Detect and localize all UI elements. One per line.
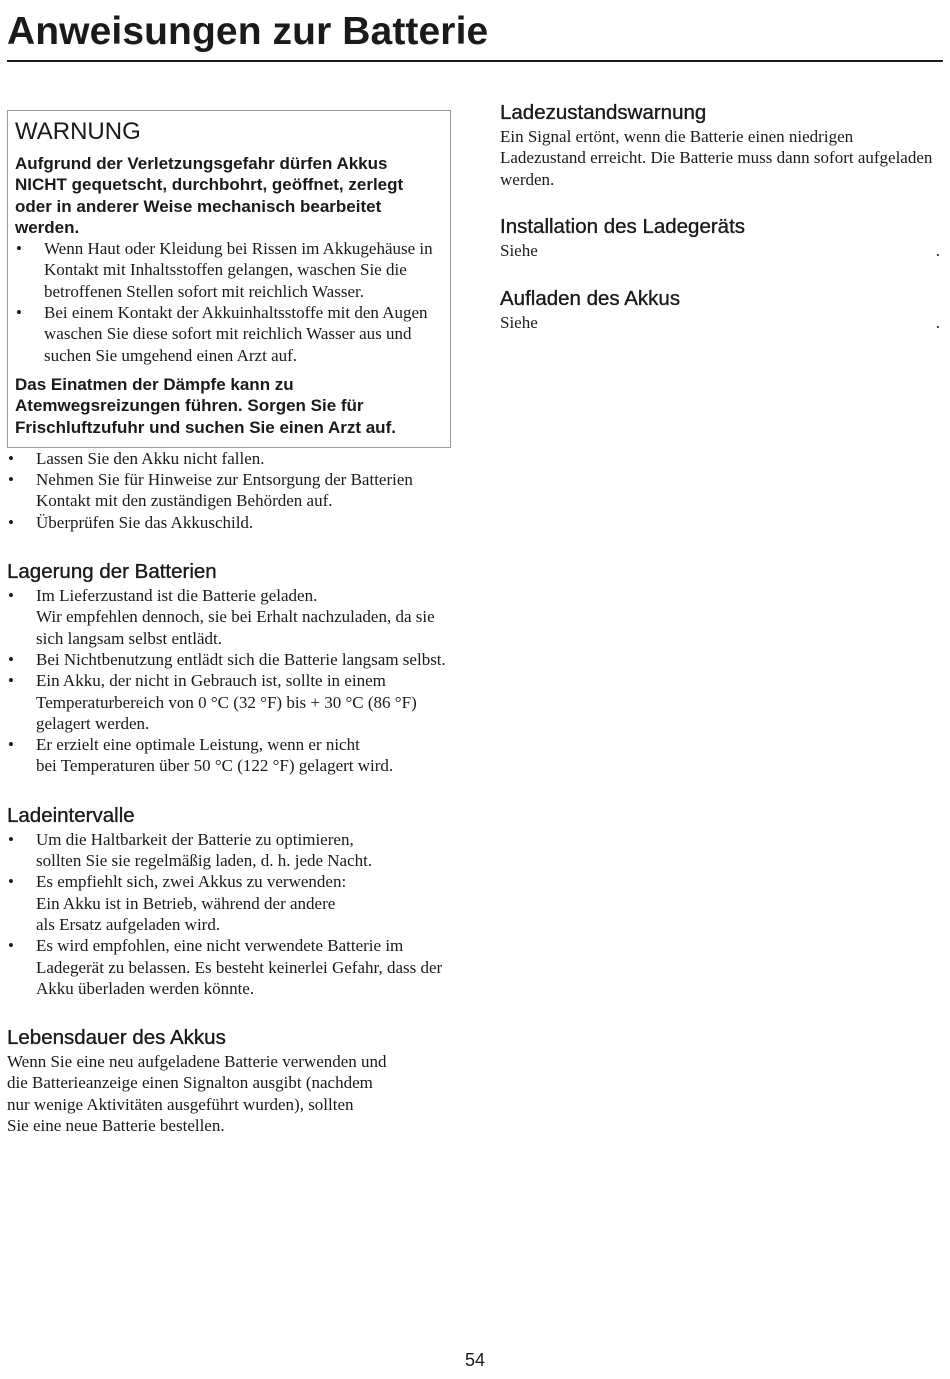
recharge-reference	[500, 312, 942, 334]
charging-intervals-bullet-list	[7, 829, 451, 999]
warning-outro: Das Einatmen der Dämpfe kann zu Atemwegsreizungen führen. Sorgen Sie für Frischluftzufuhr und suchen Sie einen Arzt auf.	[15, 374, 396, 437]
section-heading-battery-life: Lebensdauer des Akkus	[7, 1026, 226, 1050]
section-heading-recharge: Aufladen des Akkus	[500, 286, 681, 310]
warning-intro: Aufgrund der Verletzungsgefahr dürfen Akkus NICHT gequetscht, durchbohrt, geöffnet, zerlegt oder in anderer Weise mechanisch bearbeitet werden.	[15, 154, 404, 237]
list-item: • Überprüfen Sie das Akkuschild.	[7, 512, 451, 533]
page-title: Anweisungen zur Batterie	[7, 10, 489, 53]
list-item: • Wenn Haut oder Kleidung bei Rissen im Akkugehäuse in Kontakt mit Inhaltsstoffen gelangen, waschen Sie die betroffenen Stellen sofort mit reichlich Wasser.	[15, 238, 443, 302]
list-item: • Ein Akku, der nicht in Gebrauch ist, sollte in einem Temperaturbereich von 0 °C (32 °F) bis + 30 °C (86 °F) gelagert werden.	[7, 670, 451, 734]
list-item: • Im Lieferzustand ist die Batterie geladen. Wir empfehlen dennoch, sie bei Erhalt nachzuladen, da sie sich langsam selbst entlädt.	[7, 585, 451, 649]
section-heading-charger-install: Installation des Ladegeräts	[500, 214, 746, 238]
list-item: • Nehmen Sie für Hinweise zur Entsorgung der Batterien Kontakt mit den zuständigen Behörden auf.	[7, 469, 451, 512]
section-heading-storage: Lagerung der Batterien	[7, 560, 217, 584]
recharge-section	[500, 286, 942, 334]
list-item: • Bei Nichtbenutzung entlädt sich die Batterie langsam selbst.	[7, 649, 451, 670]
low-charge-text: Ein Signal ertönt, wenn die Batterie einen niedrigen Ladezustand erreicht. Die Batterie muss dann sofort aufgeladen werden.	[500, 127, 933, 189]
page-number: 54	[464, 1350, 486, 1370]
section-heading-charging-intervals: Ladeintervalle	[7, 803, 135, 827]
general-bullet-list	[7, 448, 451, 533]
list-item: • Um die Haltbarkeit der Batterie zu optimieren, sollten Sie sie regelmäßig laden, d. h. jede Nacht.	[7, 829, 451, 872]
list-item: • Bei einem Kontakt der Akkuinhaltsstoffe mit den Augen waschen Sie diese sofort mit reichlich Wasser aus und suchen Sie umgehend einen Arzt auf.	[15, 302, 443, 366]
list-item: • Es wird empfohlen, eine nicht verwendete Batterie im Ladegerät zu belassen. Es besteht keinerlei Gefahr, dass der Akku überladen werden könnte.	[7, 935, 451, 999]
warning-bullet-list	[15, 238, 443, 366]
list-item: • Lassen Sie den Akku nicht fallen.	[7, 448, 451, 469]
see-end: .	[935, 312, 940, 332]
storage-section	[7, 559, 451, 777]
see-label: Siehe	[500, 312, 538, 332]
battery-life-section	[7, 1025, 451, 1136]
see-end: .	[935, 240, 940, 260]
storage-bullet-list	[7, 585, 451, 777]
right-column	[500, 100, 942, 358]
title-divider	[7, 60, 943, 62]
battery-life-text: Wenn Sie eine neu aufgeladene Batterie verwenden und die Batterieanzeige einen Signalton ausgibt (nachdem nur wenige Aktivitäten ausgeführt wurden), sollten Sie eine neue Batterie bestellen.	[7, 1052, 387, 1135]
charger-install-section	[500, 214, 942, 262]
charging-intervals-section	[7, 803, 451, 999]
warning-heading: WARNUNG	[15, 118, 141, 145]
warning-box	[7, 110, 451, 448]
charger-install-reference	[500, 240, 942, 262]
low-charge-section	[500, 100, 942, 190]
list-item: • Es empfiehlt sich, zwei Akkus zu verwenden: Ein Akku ist in Betrieb, während der andere als Ersatz aufgeladen wird.	[7, 871, 451, 935]
section-heading-low-charge: Ladezustandswarnung	[500, 101, 707, 124]
left-column	[7, 110, 451, 1136]
list-item: • Er erzielt eine optimale Leistung, wenn er nicht bei Temperaturen über 50 °C (122 °F) gelagert wird.	[7, 734, 451, 777]
see-label: Siehe	[500, 240, 538, 260]
